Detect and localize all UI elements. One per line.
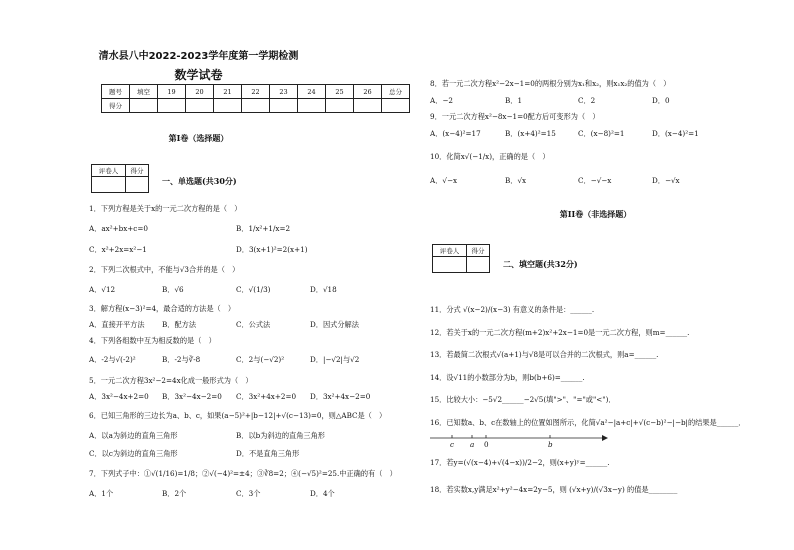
score-input-cell[interactable]: [214, 99, 242, 113]
option-a[interactable]: A．3x²−4x+2=0: [89, 392, 149, 401]
grader-score-input[interactable]: [467, 257, 490, 273]
option-b[interactable]: B．1: [505, 96, 523, 105]
question-7: 7．下列式子中：①√(1/16)=1/8；②√(−4)²=±4；③∛8=2；④(−√5)²=25.中正确的有（ ）: [89, 469, 397, 478]
option-a[interactable]: A．以a为斜边的直角三角形: [89, 431, 178, 440]
option-b[interactable]: B．3x²−4x−2=0: [162, 392, 222, 401]
score-input-cell[interactable]: [354, 99, 382, 113]
table-cell: 21: [214, 85, 242, 99]
option-c[interactable]: C．以c为斜边的直角三角形: [89, 449, 178, 458]
option-c[interactable]: C．2: [578, 96, 596, 105]
option-a[interactable]: A．ax²+bx+c=0: [89, 224, 148, 233]
grader-box: [91, 164, 149, 193]
option-b[interactable]: B．-2与∛-8: [162, 355, 201, 364]
option-c[interactable]: C．公式法: [236, 320, 271, 329]
question-4: 4．下列各组数中互为相反数的是（ ）: [89, 336, 216, 345]
option-b[interactable]: B．(x+4)²=15: [505, 129, 556, 138]
number-line: [430, 432, 610, 448]
score-input-cell[interactable]: [130, 99, 158, 113]
part2-title: 第II卷（非选择题）: [559, 209, 632, 219]
option-b[interactable]: B．√x: [505, 176, 527, 185]
option-d[interactable]: D．3x²+4x−2=0: [310, 392, 371, 401]
question-13: 13．若最简二次根式√(a+1)与√8是可以合并的二次根式，则a=______.: [430, 350, 659, 359]
table-cell: 23: [270, 85, 298, 99]
option-a[interactable]: A．直接开平方法: [89, 320, 145, 329]
option-b[interactable]: B．以b为斜边的直角三角形: [236, 431, 325, 440]
grader-input[interactable]: [92, 177, 126, 193]
table-cell: 填空: [130, 85, 158, 99]
option-a[interactable]: A．1个: [89, 489, 114, 498]
grader-score-input[interactable]: [126, 177, 149, 193]
question-3: 3．解方程(x−3)²=4，最合适的方法是（ ）: [89, 304, 236, 313]
option-a[interactable]: A．−2: [430, 96, 453, 105]
score-table-score-row: [102, 99, 410, 113]
exam-subject: 数学试卷: [174, 68, 223, 82]
option-b[interactable]: B．√6: [162, 285, 184, 294]
question-2: 2．下列二次根式中，不能与√3合并的是（ ）: [89, 265, 240, 274]
question-17: 17．若y=(√(x−4)+√(4−x))/2−2，则(x+y)ʸ=______.: [430, 458, 610, 467]
question-12: 12．若关于x的一元二次方程(m+2)x²+2x−1=0是一元二次方程，则m=______.: [430, 328, 690, 337]
option-c[interactable]: C．x²+2x=x²−1: [89, 245, 147, 254]
option-c[interactable]: C．(x−8)²=1: [578, 129, 625, 138]
table-cell: 25: [326, 85, 354, 99]
score-input-cell[interactable]: [242, 99, 270, 113]
question-9: 9．一元二次方程x²−8x−1=0配方后可变形为（ ）: [430, 112, 600, 121]
option-d[interactable]: D．不是直角三角形: [236, 449, 300, 458]
option-b[interactable]: B．1/x²+1/x=2: [236, 224, 291, 233]
question-6: 6．已知三角形的三边长为a、b、c，如果(a−5)²+|b−12|+√(c−13)=0，则△ABC是（ ）: [89, 411, 387, 420]
table-cell: 24: [298, 85, 326, 99]
option-b[interactable]: B．配方法: [162, 320, 197, 329]
grader-score-label: 得分: [126, 165, 149, 177]
option-d[interactable]: D．3(x+1)²=2(x+1): [236, 245, 308, 254]
table-cell: 26: [354, 85, 382, 99]
numberline-label-a: a: [470, 440, 475, 449]
score-input-cell[interactable]: [298, 99, 326, 113]
option-d[interactable]: D．|−√2|与√2: [310, 355, 360, 364]
option-d[interactable]: D．(x−4)²=1: [652, 129, 699, 138]
table-cell: 总分: [382, 85, 410, 99]
option-c[interactable]: C．2与(−√2)²: [236, 355, 285, 364]
option-d[interactable]: D．因式分解法: [310, 320, 359, 329]
question-8: 8．若一元二次方程x²−2x−1=0的两根分别为x₁和x₂，则x₁x₂的值为（ ）: [430, 79, 671, 88]
numberline-label-b: b: [548, 440, 553, 449]
score-input-cell[interactable]: [270, 99, 298, 113]
table-cell: 20: [186, 85, 214, 99]
grader-box: [432, 244, 490, 273]
part1-title: 第I卷（选择题）: [168, 133, 229, 143]
question-14: 14．设√11的小数部分为b，则b(b+6)=______.: [430, 373, 585, 382]
option-c[interactable]: C．√(1/3): [236, 285, 271, 294]
grader-label: 评卷人: [92, 165, 126, 177]
option-a[interactable]: A．√−x: [430, 176, 458, 185]
grader-score-label: 得分: [467, 245, 490, 257]
question-15: 15．比较大小：−5√2______−2√5(填">"、"="或"<")．: [430, 395, 616, 404]
grader-label: 评卷人: [433, 245, 467, 257]
table-cell: 得分: [102, 99, 130, 113]
option-c[interactable]: C．3x²+4x+2=0: [236, 392, 297, 401]
table-cell: 22: [242, 85, 270, 99]
table-cell: 题号: [102, 85, 130, 99]
option-d[interactable]: D．−√x: [652, 176, 680, 185]
section-title-choice: 一、单选题(共30分): [162, 176, 237, 186]
option-a[interactable]: A．-2与√(-2)²: [89, 355, 136, 364]
option-a[interactable]: A．(x−4)²=17: [430, 129, 481, 138]
score-input-cell[interactable]: [186, 99, 214, 113]
score-table: [101, 84, 410, 113]
grader-input[interactable]: [433, 257, 467, 273]
score-table-header-row: [102, 85, 410, 99]
numberline-label-c: c: [450, 440, 455, 449]
option-b[interactable]: B．2个: [162, 489, 187, 498]
exam-title: 清水县八中2022-2023学年度第一学期检测: [98, 51, 299, 62]
option-d[interactable]: D．4个: [310, 489, 335, 498]
score-input-cell[interactable]: [158, 99, 186, 113]
option-c[interactable]: C．−√−x: [578, 176, 612, 185]
table-cell: 19: [158, 85, 186, 99]
question-16: 16．已知数a、b、c在数轴上的位置如图所示，化简√a²−|a+c|+√(c−b)²−|−b|的结果是______．: [430, 418, 746, 427]
question-18: 18．若实数x,y满足x²+y²−4x=2y−5，则 (√x+y)/(√3x−y) 的值是________: [430, 485, 678, 494]
option-d[interactable]: D．0: [652, 96, 670, 105]
question-5: 5．一元二次方程3x²−2=4x化成一般形式为（ ）: [89, 376, 253, 385]
option-d[interactable]: D．√18: [310, 285, 337, 294]
question-1: 1．下列方程是关于x的一元二次方程的是（ ）: [89, 204, 242, 213]
score-input-cell[interactable]: [326, 99, 354, 113]
question-11: 11．分式 √(x−2)/(x−3) 有意义的条件是：______.: [430, 305, 595, 314]
option-c[interactable]: C．3个: [236, 489, 261, 498]
score-input-cell[interactable]: [382, 99, 410, 113]
question-10: 10．化简x√(−1/x)，正确的是（ ）: [430, 152, 550, 161]
numberline-label-zero: 0: [484, 440, 489, 449]
option-a[interactable]: A．√12: [89, 285, 116, 294]
section-title-fill: 二、填空题(共32分): [503, 259, 578, 269]
